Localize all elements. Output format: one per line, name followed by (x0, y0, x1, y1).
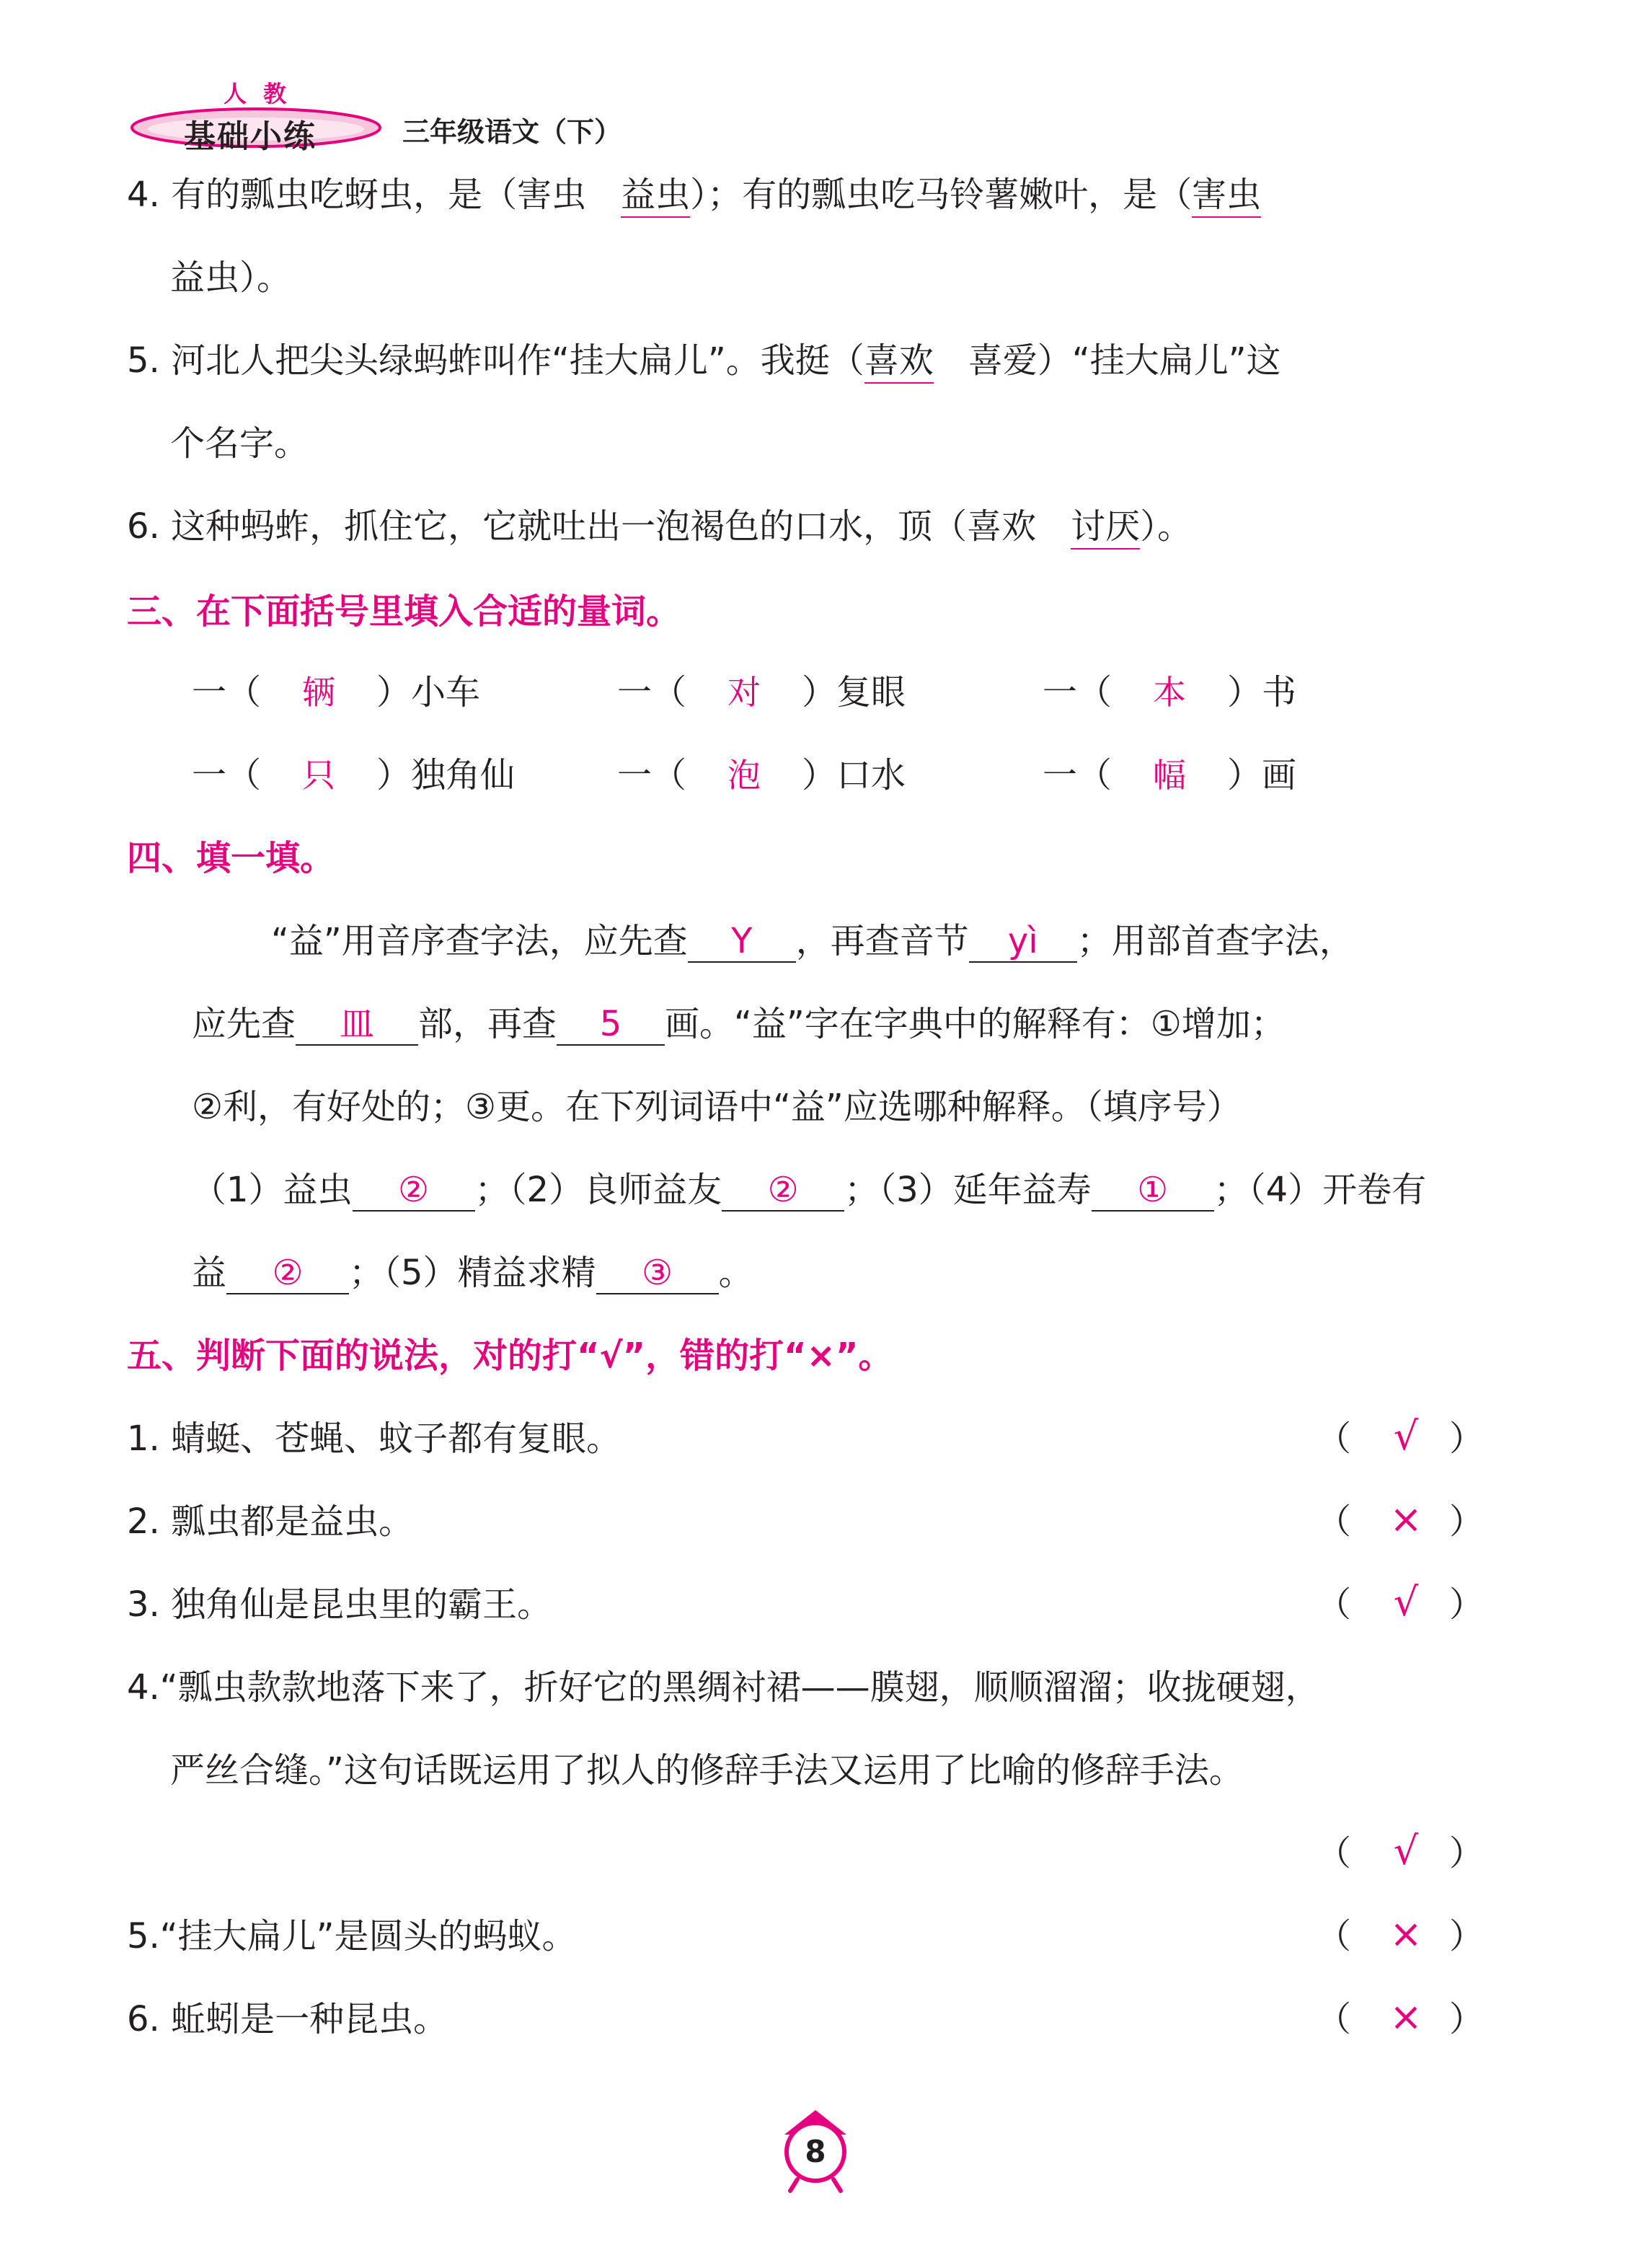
question-number: 6. (127, 506, 160, 547)
question-5-cont: 个名字。 (170, 423, 309, 464)
judge-mark: √ (1393, 1579, 1419, 1625)
header-series: 基础小练 (184, 118, 317, 155)
answer-paren-open: （ (1317, 1418, 1352, 1459)
answer-underline: 益虫 (621, 175, 690, 218)
fill-blank: 5 (557, 1004, 665, 1046)
measure-word-item: 一（ 幅 ）画 (1043, 755, 1297, 795)
answer-underline: 害虫 (1192, 175, 1261, 218)
header-grade: 三年级语文（下） (402, 116, 622, 148)
answer-paren-close: ） (1449, 1418, 1485, 1459)
fill-blank: 皿 (296, 1004, 418, 1046)
answer-paren-open: （ (1317, 1833, 1352, 1874)
question-4: 4. 有的瓢虫吃蚜虫，是（害虫 益虫）；有的瓢虫吃马铃薯嫩叶，是（害虫 (127, 173, 1261, 216)
measure-word-item: 一（ 对 ）复眼 (617, 672, 906, 712)
measure-word-item: 一（ 辆 ）小车 (192, 672, 481, 712)
fill-line-1: “益”用音序查字法，应先查 Y ，再查音节 yì ；用部首查字法， (271, 921, 1354, 961)
fill-line-3: ②利，有好处的；③更。在下列词语中“益”应选哪种解释。（填序号） (192, 1087, 1242, 1127)
measure-word-item: 一（ 只 ）独角仙 (192, 755, 516, 795)
judge-item-5: 5.“挂大扁儿”是圆头的蚂蚁。 (127, 1916, 577, 1956)
fill-line-2: 应先查 皿 部，再查 5 画。“益”字在字典中的解释有：①增加； (192, 1004, 1286, 1044)
fill-blank: ② (226, 1253, 349, 1294)
fill-blank: yì (969, 921, 1077, 963)
fill-blank: ③ (596, 1253, 719, 1294)
answer-paren-close: ） (1449, 1916, 1485, 1956)
question-number: 5. (127, 1916, 160, 1956)
question-number: 4. (127, 175, 160, 215)
fill-line-5: 益 ② ；（5）精益求精 ③ 。 (192, 1253, 753, 1293)
answer-paren-open: （ (1317, 1501, 1352, 1542)
question-number: 5. (127, 340, 160, 381)
section-5-title: 五、判断下面的说法，对的打“√”，错的打“×”。 (127, 1336, 893, 1376)
section-4-title: 四、填一填。 (127, 838, 335, 878)
question-5: 5. 河北人把尖头绿蚂蚱叫作“挂大扁儿”。我挺（喜欢 喜爱）“挂大扁儿”这 (127, 339, 1281, 382)
measure-word-item: 一（ 本 ）书 (1043, 672, 1297, 712)
answer-paren-open: （ (1317, 1999, 1352, 2039)
judge-mark: × (1389, 1911, 1423, 1956)
judge-item-2: 2. 瓢虫都是益虫。 (127, 1501, 414, 1542)
answer-paren-close: ） (1449, 1501, 1485, 1542)
judge-item-1: 1. 蜻蜓、苍蝇、蚊子都有复眼。 (127, 1418, 621, 1459)
question-4-cont: 益虫）。 (170, 257, 292, 298)
answer-paren-open: （ (1317, 1584, 1352, 1625)
header-publisher: 人 教 (224, 80, 291, 107)
header-logo (126, 69, 393, 159)
question-number: 2. (127, 1501, 160, 1542)
judge-item-4-cont: 严丝合缝。”这句话既运用了拟人的修辞手法又运用了比喻的修辞手法。 (170, 1750, 1244, 1791)
section-3-title: 三、在下面括号里填入合适的量词。 (127, 591, 681, 632)
fill-blank: ① (1092, 1170, 1214, 1212)
fill-blank: ② (722, 1170, 844, 1212)
answer-paren-close: ） (1449, 1999, 1485, 2039)
judge-item-4: 4.“瓢虫款款地落下来了，折好它的黑绸衬裙——膜翅，顺顺溜溜；收拢硬翅， (127, 1667, 1320, 1708)
answer-underline: 讨厌 (1071, 506, 1140, 550)
judge-mark: × (1389, 1496, 1423, 1542)
question-number: 1. (127, 1418, 160, 1459)
page-number-badge (769, 2104, 862, 2198)
judge-mark: √ (1393, 1828, 1419, 1874)
question-number: 6. (127, 1999, 160, 2039)
answer-paren-open: （ (1317, 1916, 1352, 1956)
answer-underline: 喜欢 (864, 340, 934, 384)
judge-item-3: 3. 独角仙是昆虫里的霸王。 (127, 1584, 552, 1625)
measure-word-item: 一（ 泡 ）口水 (617, 755, 906, 795)
fill-line-4: （1）益虫 ② ；（2）良师益友 ② ；（3）延年益寿 ① ；（4）开卷有 (192, 1170, 1427, 1210)
judge-mark: × (1389, 1994, 1423, 2039)
fill-blank: ② (353, 1170, 475, 1212)
judge-item-6: 6. 蚯蚓是一种昆虫。 (127, 1999, 448, 2039)
answer-paren-close: ） (1449, 1833, 1485, 1874)
fill-blank: Y (688, 921, 796, 963)
question-number: 4. (127, 1667, 160, 1708)
page-number: 8 (805, 2134, 826, 2169)
answer-paren-close: ） (1449, 1584, 1485, 1625)
question-number: 3. (127, 1584, 160, 1625)
question-6: 6. 这种蚂蚱，抓住它，它就吐出一泡褐色的口水，顶（喜欢 讨厌）。 (127, 505, 1192, 548)
judge-mark: √ (1393, 1413, 1419, 1459)
